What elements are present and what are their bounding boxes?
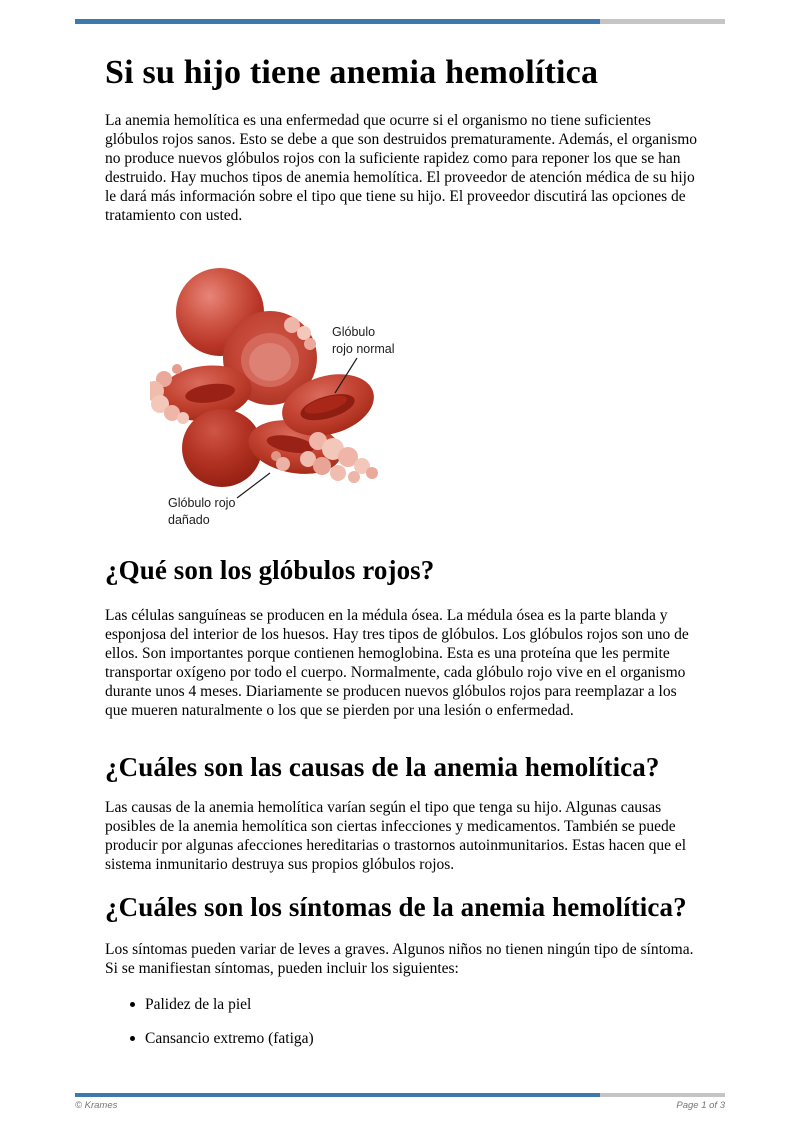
section-paragraph-red-cells: Las células sanguíneas se producen en la médula ósea. La médula ósea es la parte blanda y esponjosa del interior de los huesos. Hay tres tipos de glóbulos. Los glóbulos rojos son uno de ellos. Son importantes porque contienen hemoglobina. Esta es una proteína que les permite transportar oxígeno por todo el cuerpo. Normalmente, cada glóbulo rojo vive en el organismo durante unos 4 meses. Diariamente se producen nuevos glóbulos rojos para reemplazar a los que mueren naturalmente o los que se pierden por una lesión o enfermedad. (105, 607, 689, 719)
footer-page-number: Page 1 of 3 (676, 1100, 725, 1111)
page-title: Si su hijo tiene anemia hemolítica (105, 54, 599, 91)
list-item (129, 995, 314, 1014)
normal-cell-label-line2: rojo normal (332, 342, 395, 356)
section-heading-red-cells: ¿Qué son los glóbulos rojos? (105, 555, 435, 585)
top-rule (75, 19, 725, 24)
top-rule-blue-segment (75, 19, 600, 24)
damaged-cell-label-line2: dañado (168, 513, 210, 527)
normal-cell-label-line1: Glóbulo (332, 325, 376, 339)
red-blood-cells-svg (150, 263, 530, 535)
section-heading-causes: ¿Cuáles son las causas de la anemia hemolítica? (105, 752, 660, 782)
footer-rule-blue-segment (75, 1093, 600, 1097)
intro-paragraph: La anemia hemolítica es una enfermedad que ocurre si el organismo no tiene suficientes glóbulos rojos sanos. Esto se debe a que son destruidos prematuramente. Además, el organismo no produce nuevos glóbulos rojos con la suficiente rapidez como para reponer los que se han destruido. Hay muchos tipos de anemia hemolítica. El proveedor de atención médica de su hijo le dará más información sobre el tipo que tiene su hijo. El proveedor discutirá las opciones de tratamiento con usted. (105, 112, 698, 224)
footer (75, 1100, 725, 1111)
list-item-text: Palidez de la piel (145, 996, 252, 1013)
list-item (129, 1029, 314, 1048)
symptom-list (129, 995, 314, 1063)
section-paragraph-symptoms: Los síntomas pueden variar de leves a graves. Algunos niños no tienen ningún tipo de síntoma. Si se manifiestan síntomas, pueden incluir los siguientes: (105, 941, 694, 977)
damaged-cell-label-line1: Glóbulo rojo (168, 496, 236, 510)
list-item-text: Cansancio extremo (fatiga) (145, 1030, 314, 1047)
section-paragraph-causes: Las causas de la anemia hemolítica varían según el tipo que tenga su hijo. Algunas causas posibles de la anemia hemolítica son ciertas infecciones y medicamentos. También se puede producir por algunas afecciones hereditarias o trastornos autoinmunitarios. Estas hacen que el sistema inmunitario destruya sus propios glóbulos rojos. (105, 799, 687, 873)
footer-copyright: © Krames (75, 1100, 118, 1111)
red-blood-cells-illustration (150, 263, 530, 535)
footer-rule-gray-segment (600, 1093, 725, 1097)
footer-rule (75, 1093, 725, 1097)
section-heading-symptoms: ¿Cuáles son los síntomas de la anemia hemolítica? (105, 892, 687, 922)
top-rule-gray-segment (600, 19, 725, 24)
